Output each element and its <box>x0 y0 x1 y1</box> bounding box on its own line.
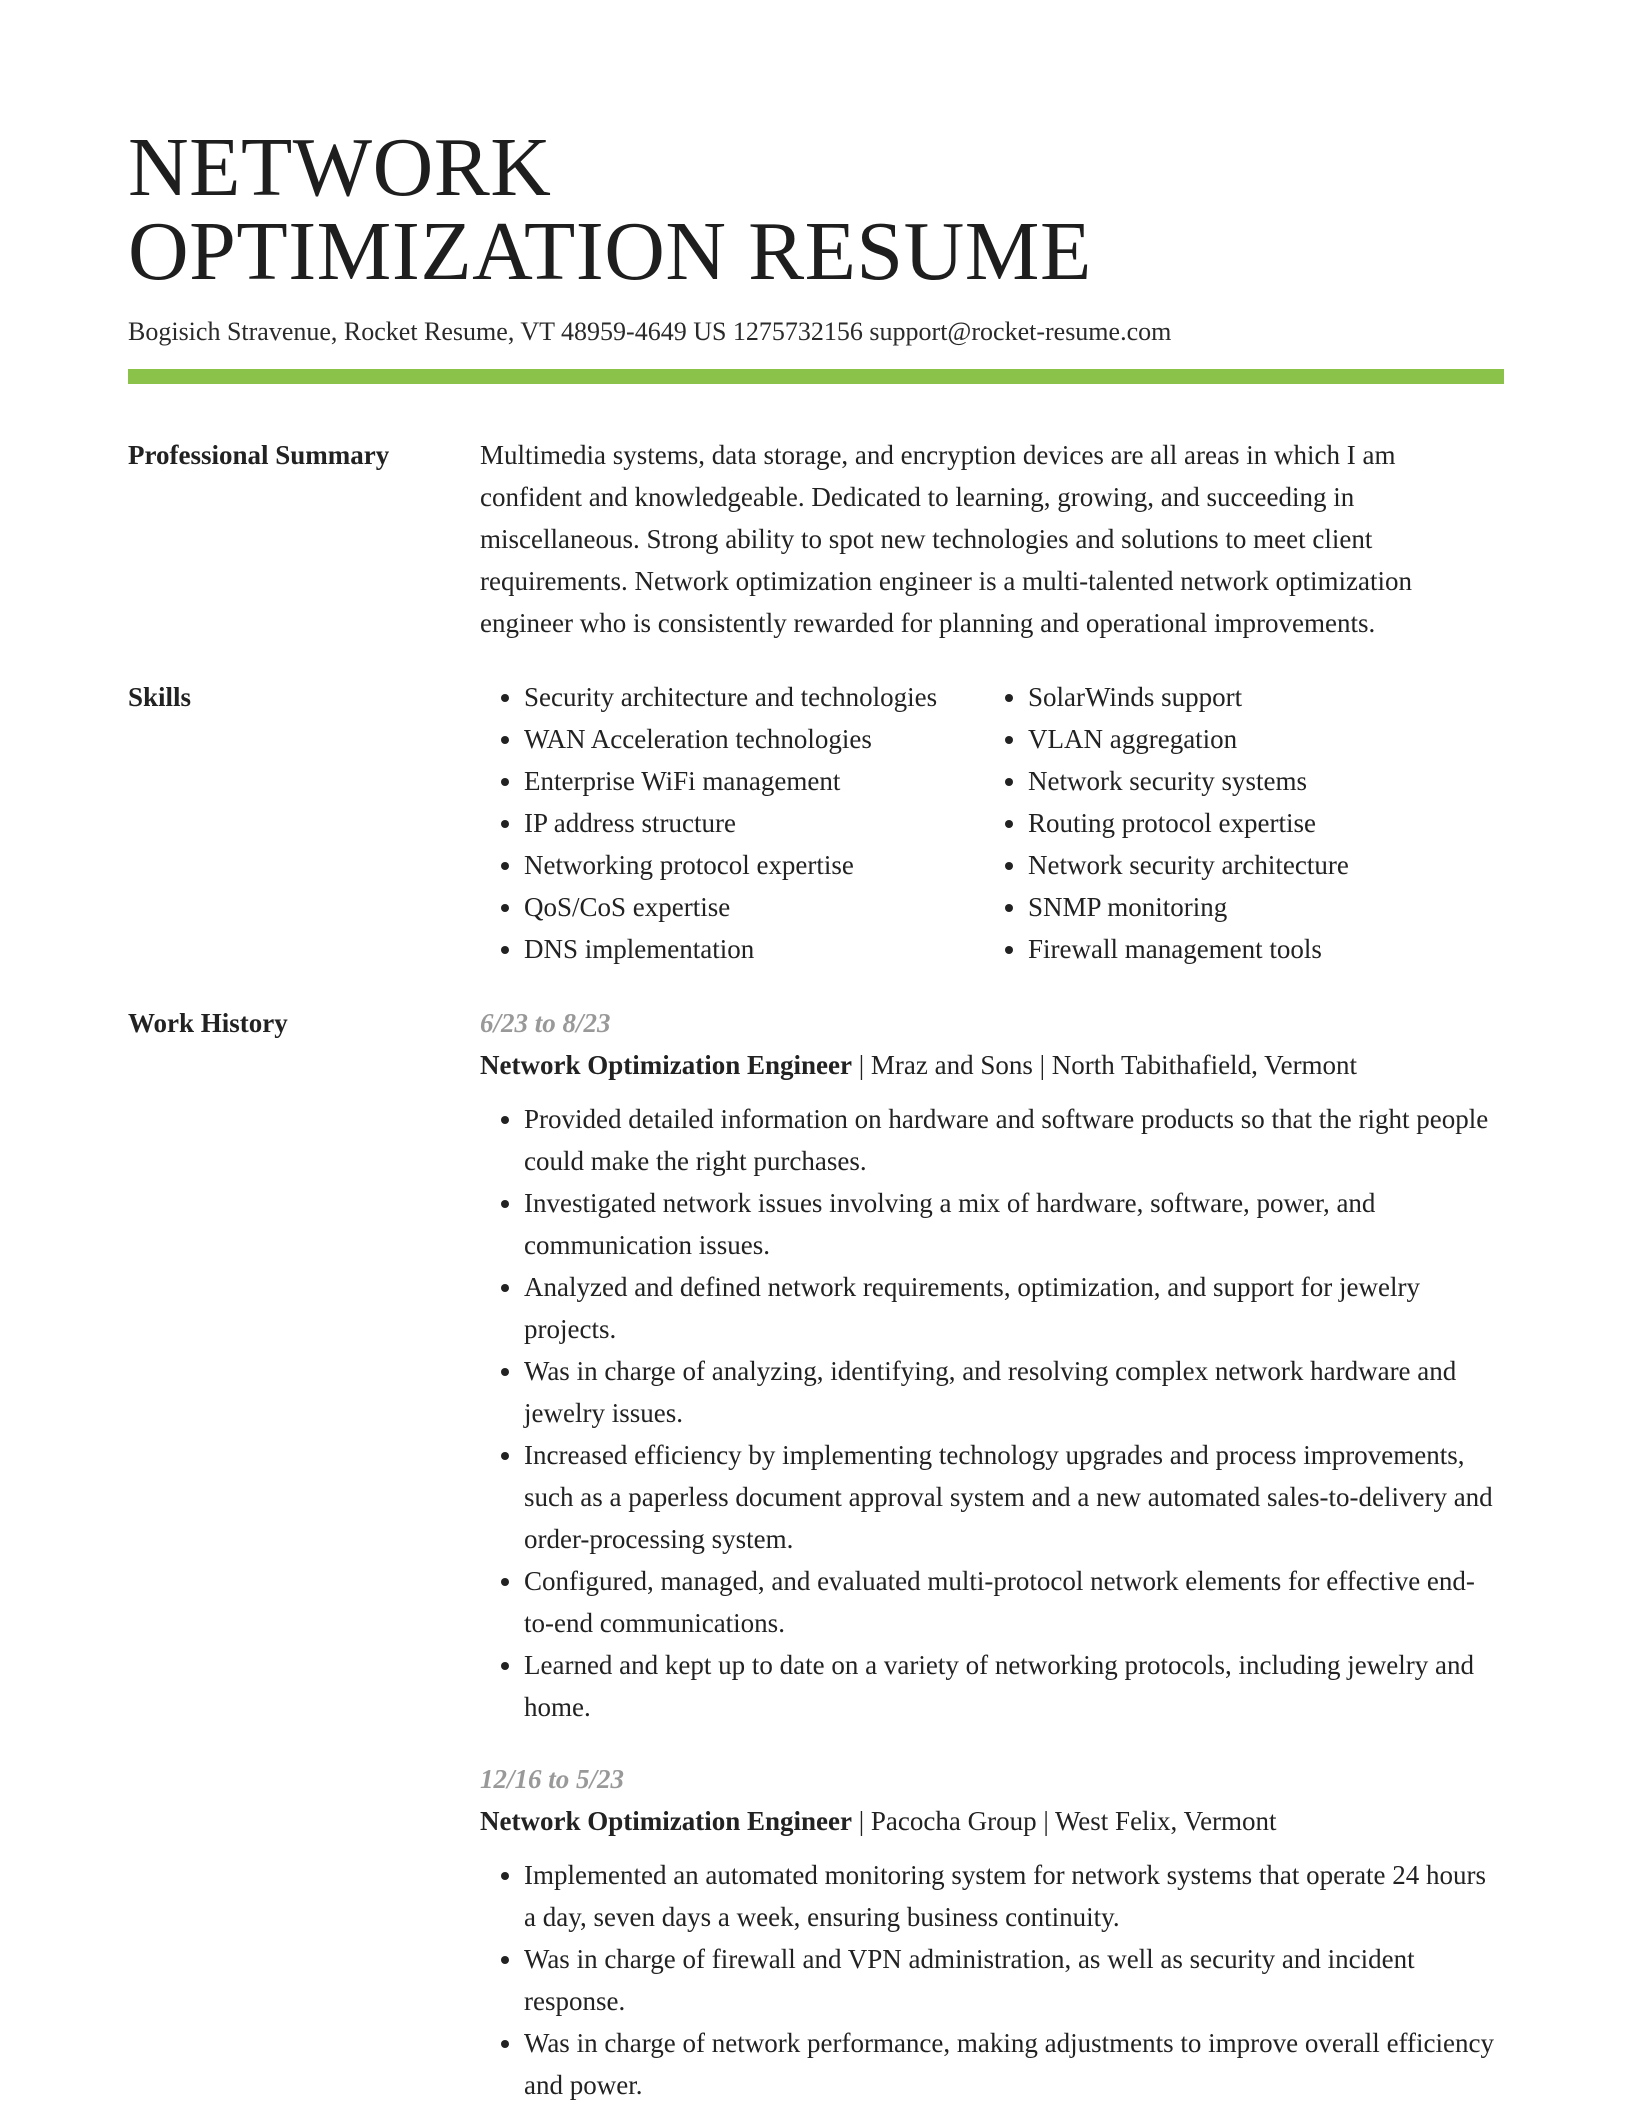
skill-item: • SNMP monitoring <box>1028 886 1504 928</box>
job-company-location: | Pacocha Group | West Felix, Vermont <box>851 1806 1277 1836</box>
job-date: 6/23 to 8/23 <box>480 1008 611 1038</box>
job-entry <box>480 1758 1504 2106</box>
skills-column-1 <box>480 676 984 970</box>
skills-column-2 <box>984 676 1504 970</box>
skill-item: • QoS/CoS expertise <box>524 886 984 928</box>
skills-columns <box>480 676 1504 970</box>
job-bullet: • Investigated network issues involving a mix of hardware, software, power, and communication issues. <box>524 1182 1504 1266</box>
job-bullet: • Was in charge of analyzing, identifying, and resolving complex network hardware and jewelry issues. <box>524 1350 1504 1434</box>
job-bullets <box>480 1854 1504 2106</box>
section-label-work-history: Work History <box>128 1008 288 1038</box>
job-bullet: • Provided detailed information on hardware and software products so that the right people could make the right purchases. <box>524 1098 1504 1182</box>
job-bullet: • Increased efficiency by implementing technology upgrades and process improvements, such as a paperless document approval system and a new automated sales-to-delivery and order-processing system. <box>524 1434 1504 1560</box>
job-heading <box>480 1800 1504 1842</box>
job-title: Network Optimization Engineer <box>480 1050 852 1080</box>
skill-item: • Firewall management tools <box>1028 928 1504 970</box>
skill-item: • Network security systems <box>1028 760 1504 802</box>
skill-item: • VLAN aggregation <box>1028 718 1504 760</box>
skill-item: • WAN Acceleration technologies <box>524 718 984 760</box>
job-title: Network Optimization Engineer <box>480 1806 852 1836</box>
job-bullet: • Analyzed and defined network requirements, optimization, and support for jewelry projects. <box>524 1266 1504 1350</box>
work-history-section <box>128 970 1504 2106</box>
job-bullet: • Learned and kept up to date on a variety of networking protocols, including jewelry and home. <box>524 1644 1504 1728</box>
job-bullets <box>480 1098 1504 1728</box>
job-heading <box>480 1044 1504 1086</box>
job-bullet: • Configured, managed, and evaluated multi-protocol network elements for effective end-to-end communications. <box>524 1560 1504 1644</box>
professional-summary-section <box>128 384 1504 644</box>
resume-page <box>128 0 1504 2106</box>
skill-item: • SolarWinds support <box>1028 676 1504 718</box>
section-label-professional-summary: Professional Summary <box>128 440 390 470</box>
title-line-2: OPTIMIZATION RESUME <box>128 205 1092 298</box>
skill-item: • Enterprise WiFi management <box>524 760 984 802</box>
section-label-skills: Skills <box>128 682 192 712</box>
skills-section <box>128 644 1504 970</box>
skill-item: • DNS implementation <box>524 928 984 970</box>
job-bullet: • Implemented an automated monitoring system for network systems that operate 24 hours a day, seven days a week, ensuring business continuity. <box>524 1854 1504 1938</box>
accent-divider <box>128 369 1504 384</box>
skill-item: • Networking protocol expertise <box>524 844 984 886</box>
skill-item: • Routing protocol expertise <box>1028 802 1504 844</box>
title-line-1: NETWORK <box>128 121 552 214</box>
job-bullet: • Was in charge of firewall and VPN administration, as well as security and incident response. <box>524 1938 1504 2022</box>
skill-item: • Security architecture and technologies <box>524 676 984 718</box>
skill-item: • Network security architecture <box>1028 844 1504 886</box>
skills-body <box>480 676 1504 970</box>
job-bullet: • Was in charge of network performance, making adjustments to improve overall efficiency and power. <box>524 2022 1504 2106</box>
resume-title <box>128 0 1504 298</box>
work-history-body <box>480 1002 1504 2106</box>
job-entry <box>480 1002 1504 1728</box>
summary-text: Multimedia systems, data storage, and encryption devices are all areas in which I am confident and knowledgeable. Dedicated to learning, growing, and succeeding in miscellaneous. Strong ability to spot new technologies and solutions to meet client requirements. Network optimization engineer is a multi-talented network optimization engineer who is consistently rewarded for planning and operational improvements. <box>480 440 1412 638</box>
job-company-location: | Mraz and Sons | North Tabithafield, Vermont <box>851 1050 1358 1080</box>
job-date: 12/16 to 5/23 <box>480 1764 625 1794</box>
skill-item: • IP address structure <box>524 802 984 844</box>
contact-info: Bogisich Stravenue, Rocket Resume, VT 48959-4649 US 1275732156 support@rocket-resume.com <box>128 317 1172 346</box>
